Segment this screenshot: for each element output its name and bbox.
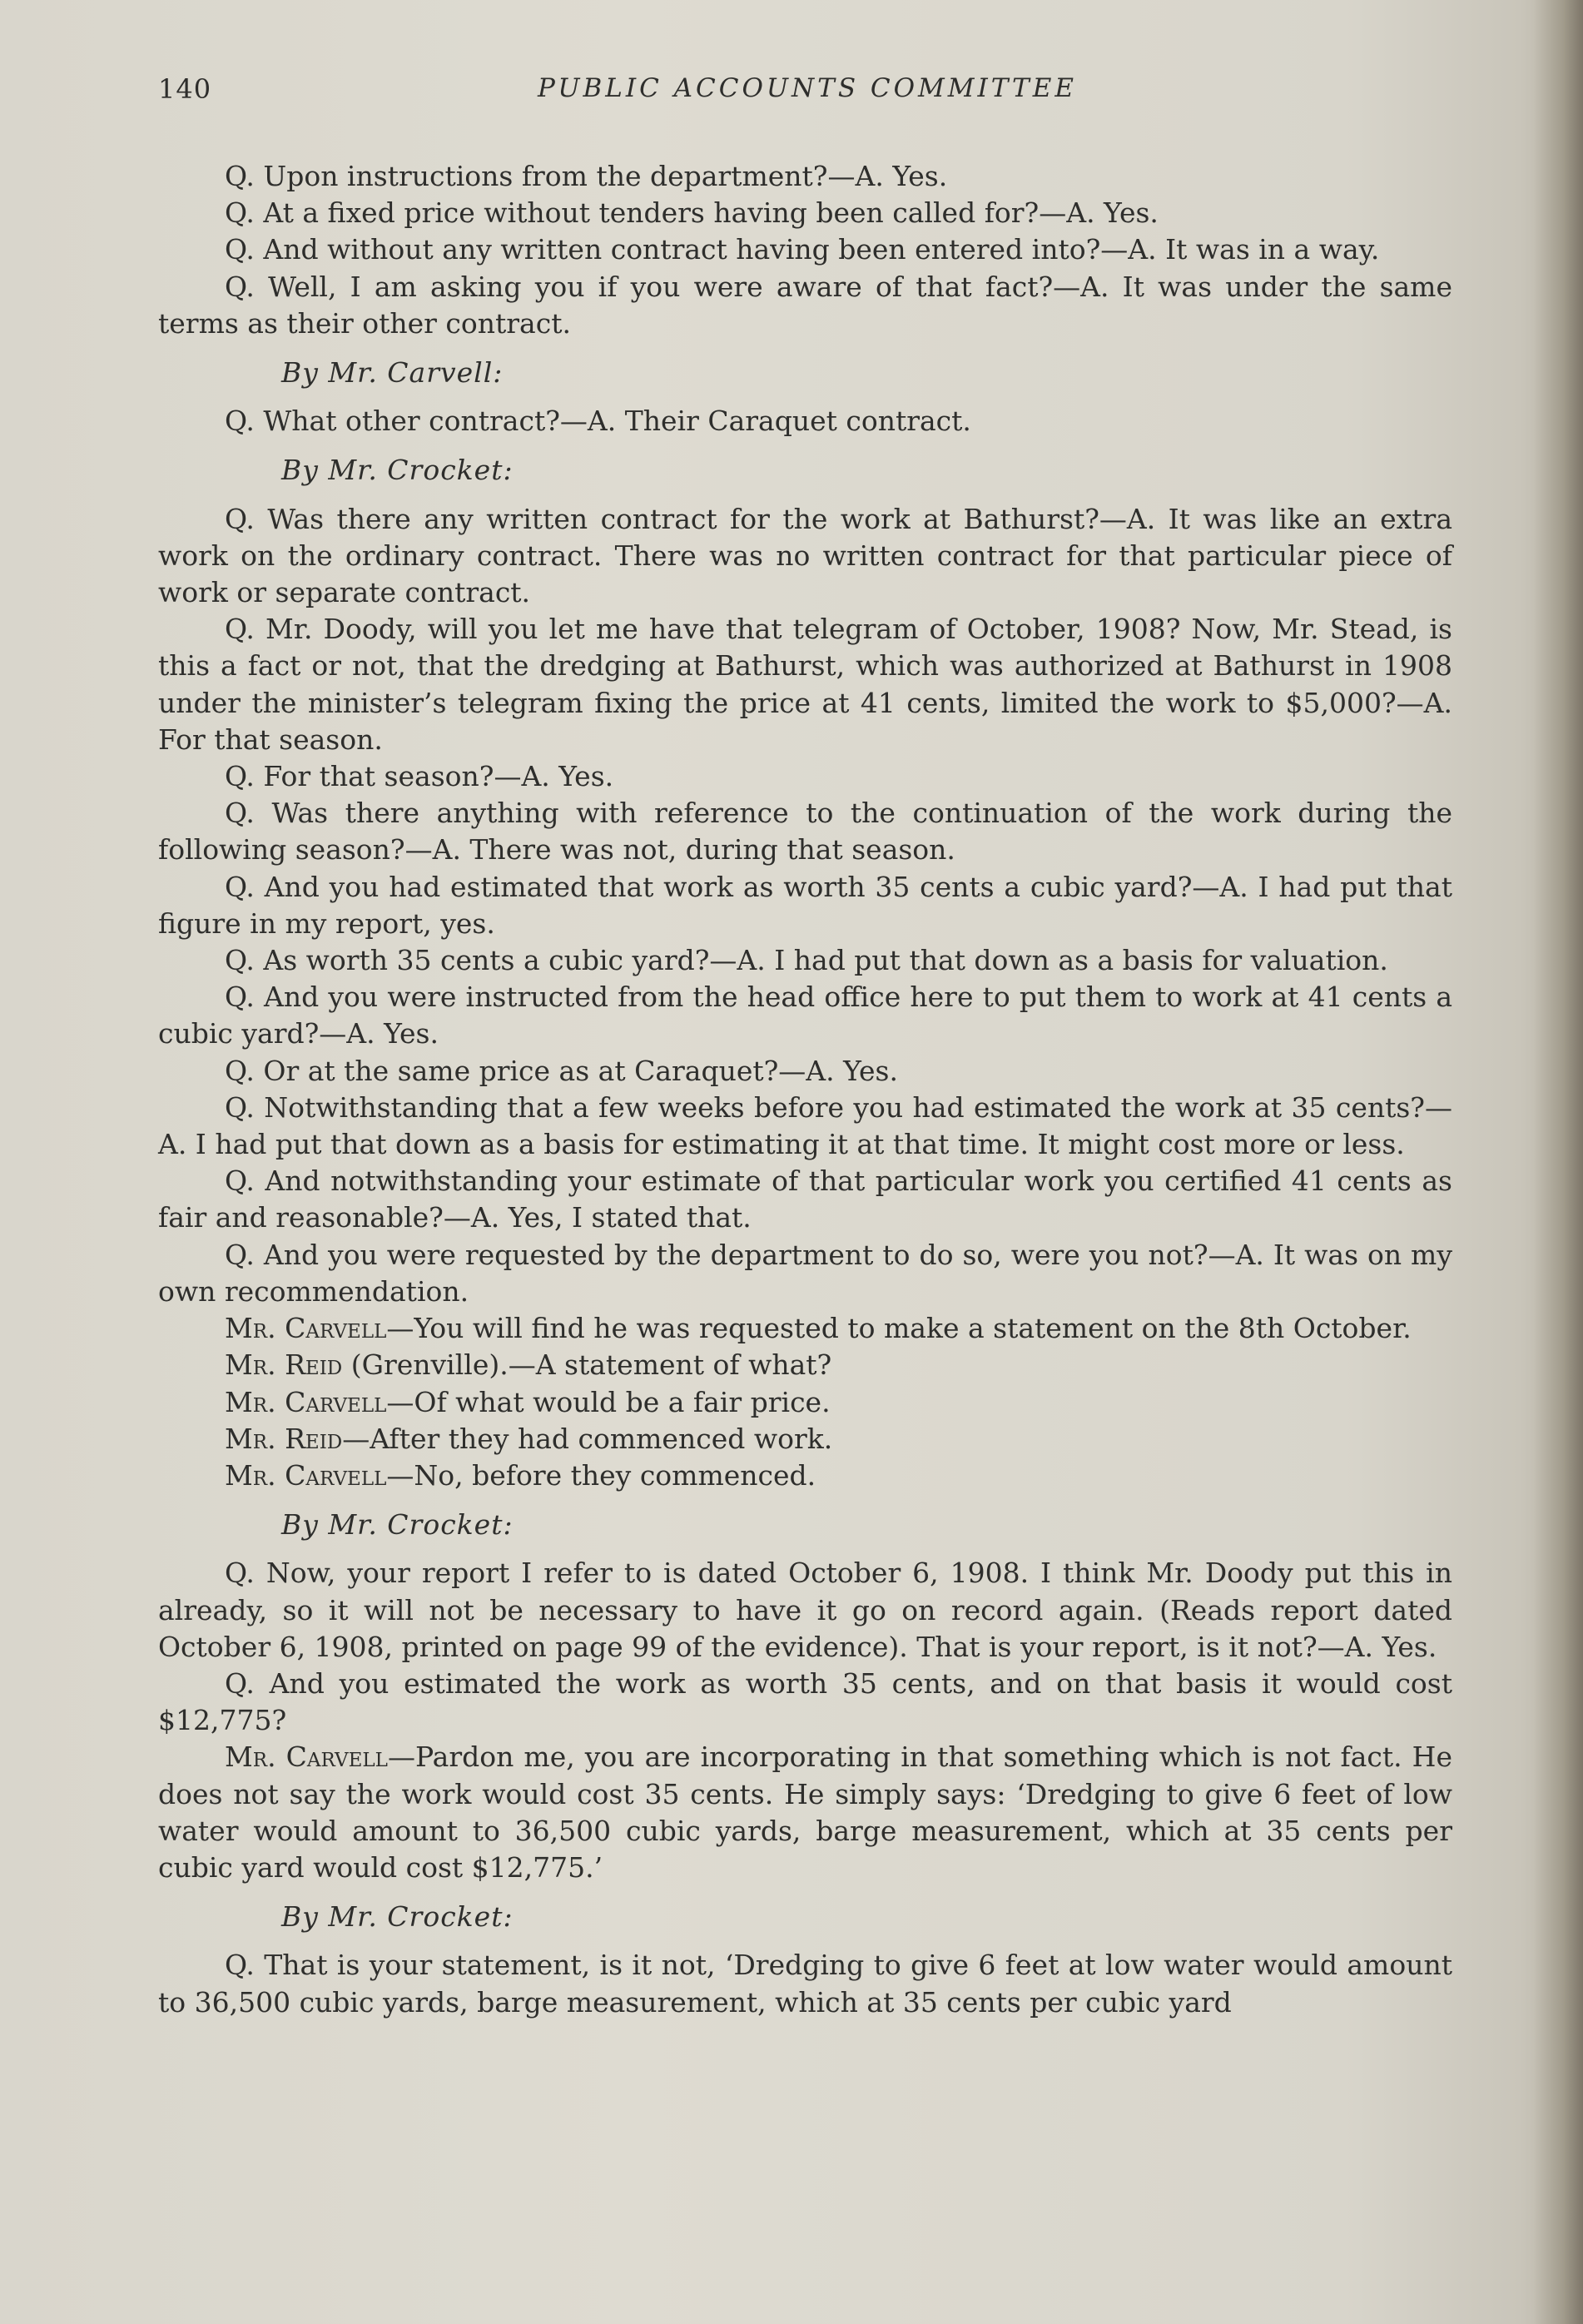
qa-paragraph: Q. Notwithstanding that a few weeks before you had estimated the work at 35 cents?—A. I had put that down as a basis for estimating it at that time. It might cost more or less.: [158, 1090, 1452, 1161]
qa-paragraph: Q. What other contract?—A. Their Caraquet contract.: [225, 405, 971, 438]
qa-paragraph: Q. And notwithstanding your estimate of that particular work you certified 41 cents as fair and reasonable?—A. Yes, I stated that.: [158, 1164, 1452, 1234]
qa-paragraph: Q. And you were instructed from the head office here to put them to work at 41 cents a cubic yard?—A. Yes.: [158, 981, 1452, 1050]
statement-text: —After they had commenced work.: [342, 1422, 833, 1455]
statement-text: —Of what would be a fair price.: [386, 1385, 831, 1418]
qa-paragraph: Q. Was there any written contract for the work at Bathurst?—A. It was like an extra work on the ordinary contract. There was no written contract for that particular piece of work or separate contract.: [158, 502, 1452, 609]
speaker-heading: By Mr. Crocket:: [281, 1900, 514, 1934]
speaker-name: Mr. Carvell: [225, 1312, 387, 1345]
qa-paragraph: Q. Or at the same price as at Caraquet?—A. Yes.: [225, 1054, 898, 1087]
qa-paragraph: Q. And you were requested by the department to do so, were you not?—A. It was on my own recommendation.: [158, 1238, 1452, 1308]
qa-paragraph: Q. Was there anything with reference to the continuation of the work during the following season?—A. There was not, during that season.: [158, 797, 1452, 867]
qa-paragraph: Q. And you had estimated that work as worth 35 cents a cubic yard?—A. I had put that figure in my report, yes.: [158, 870, 1452, 940]
qa-paragraph: Q. And you estimated the work as worth 35 cents, and on that basis it would cost $12,775?: [158, 1666, 1452, 1737]
page-body: [158, 158, 1452, 2021]
qa-paragraph: Q. For that season?—A. Yes.: [225, 760, 614, 793]
speaker-statement: [158, 1457, 1452, 1494]
qa-paragraph: Q. Mr. Doody, will you let me have that telegram of October, 1908? Now, Mr. Stead, is this a fact or not, that the dredging at Bathurst, which was authorized at Bathurst in 1908 under the minister’s telegram fixing the price at 41 cents, limited the work to $5,000?—A. For that season.: [158, 613, 1452, 756]
qa-paragraph: Q. That is your statement, is it not, ‘Dredging to give 6 feet at low water would amount to 36,500 cubic yards, barge measurement, which at 35 cents per cubic yard: [158, 1949, 1452, 2019]
speaker-statement: [158, 1421, 1452, 1457]
page-gutter-shadow: [1533, 0, 1583, 2324]
speaker-name: Mr. Carvell: [225, 1385, 387, 1418]
qa-paragraph: Q. As worth 35 cents a cubic yard?—A. I had put that down as a basis for valuation.: [225, 944, 1388, 977]
speaker-name: Mr. Reid: [225, 1422, 343, 1455]
statement-text: (Grenville).—A statement of what?: [342, 1348, 832, 1382]
speaker-statement: [158, 1739, 1452, 1886]
speaker-statement: [158, 1384, 1452, 1421]
statement-text: —You will find he was requested to make a statement on the 8th October.: [386, 1312, 1412, 1345]
qa-paragraph: Q. At a fixed price without tenders having been called for?—A. Yes.: [225, 196, 1159, 230]
page-number: 140: [158, 73, 212, 105]
qa-paragraph: Q. Well, I am asking you if you were aware of that fact?—A. It was under the same terms as their other contract.: [158, 270, 1452, 340]
qa-paragraph: Q. Upon instructions from the department?—A. Yes.: [225, 160, 948, 192]
speaker-name: Mr. Reid: [225, 1348, 343, 1382]
speaker-heading: By Mr. Crocket:: [281, 1508, 514, 1542]
speaker-statement: [158, 1347, 1452, 1383]
speaker-name: Mr. Carvell: [225, 1741, 388, 1774]
speaker-name: Mr. Carvell: [225, 1458, 387, 1492]
statement-text: —No, before they commenced.: [386, 1458, 816, 1492]
statement-text: —Pardon me, you are incorporating in that something which is not fact. He does not say the work would cost 35 cents. He simply says: ‘Dredging to give 6 feet of low water would amount to 36,500 cubic yards, barge measurement, which at 35 cents per cubic yard would cost $12,775.’: [158, 1741, 1452, 1884]
speaker-heading: By Mr. Crocket:: [281, 454, 514, 487]
qa-paragraph: Q. And without any written contract having been entered into?—A. It was in a way.: [225, 233, 1380, 266]
running-title: PUBLIC ACCOUNTS COMMITTEE: [538, 73, 1077, 103]
speaker-statement: [158, 1310, 1452, 1347]
running-header: [158, 73, 1456, 113]
qa-paragraph: Q. Now, your report I refer to is dated October 6, 1908. I think Mr. Doody put this in already, so it will not be necessary to have it go on record again. (Reads report dated October 6, 1908, printed on page 99 of the evidence). That is your report, is it not?—A. Yes.: [158, 1557, 1452, 1663]
speaker-heading: By Mr. Carvell:: [281, 356, 504, 390]
